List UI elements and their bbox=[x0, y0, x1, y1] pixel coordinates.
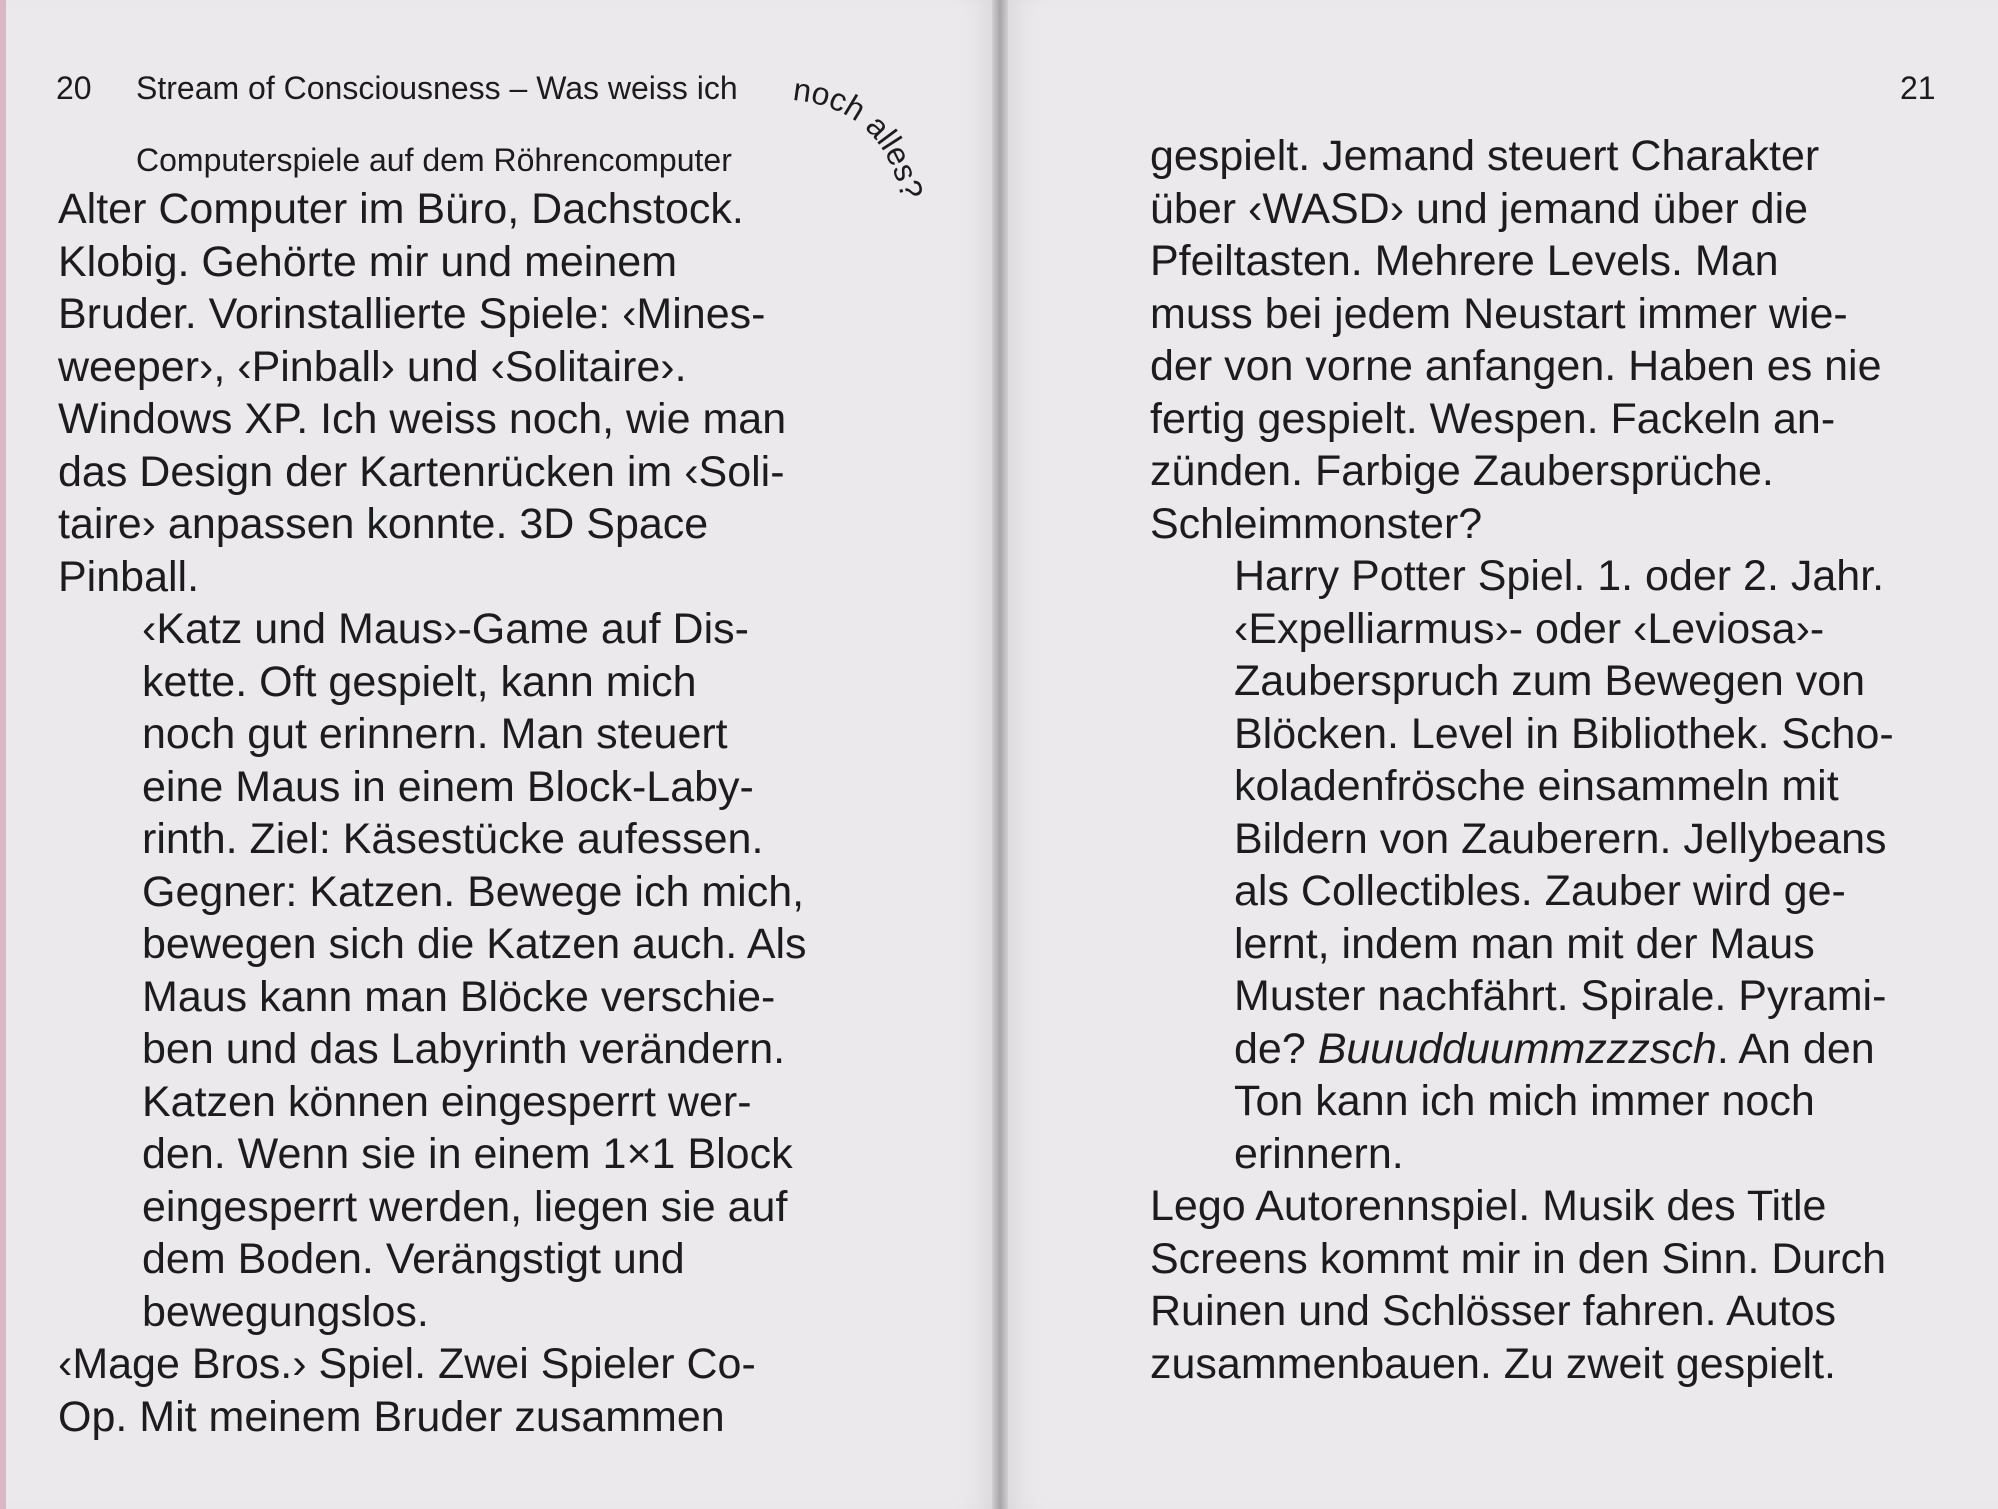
right-paragraph-2 bbox=[1150, 550, 1950, 1180]
text-line: Schleimmonster? bbox=[1150, 499, 1483, 548]
text-line: Ruinen und Schlösser fahren. Autos bbox=[1150, 1287, 1837, 1335]
text-line: Pfeiltasten. Mehrere Levels. Man bbox=[1150, 237, 1779, 285]
text-line: gespielt. Jemand steuert Charakter bbox=[1150, 132, 1820, 180]
text-line: Ton kann ich mich immer noch bbox=[1234, 1077, 1815, 1125]
text-line: eingesperrt werden, liegen sie auf bbox=[142, 1182, 788, 1231]
right-paragraph-3 bbox=[1150, 1180, 1950, 1390]
text-line: das Design der Kartenrücken im ‹Soli- bbox=[58, 447, 785, 496]
text-line: dem Boden. Verängstigt und bbox=[142, 1235, 685, 1283]
text-line: fertig gespielt. Wespen. Fackeln an- bbox=[1150, 394, 1836, 443]
text-line: Maus kann man Blöcke verschie- bbox=[142, 972, 776, 1021]
running-title: Stream of Consciousness – Was weiss ich bbox=[136, 70, 738, 106]
text-line: zusammenbauen. Zu zweit gespielt. bbox=[1150, 1339, 1836, 1388]
text-line: den. Wenn sie in einem 1×1 Block bbox=[142, 1130, 793, 1178]
text-line: ‹Expelliarmus›- oder ‹Leviosa›- bbox=[1234, 604, 1825, 653]
left-paragraph-3 bbox=[58, 1338, 858, 1443]
text-line: Katzen können eingesperrt wer- bbox=[142, 1077, 752, 1126]
text-line: Muster nachfährt. Spirale. Pyrami- bbox=[1234, 972, 1887, 1020]
text-line: taire› anpassen konnte. 3D Space bbox=[58, 500, 709, 548]
text-line: Bruder. Vorinstallierte Spiele: ‹Mines- bbox=[58, 290, 766, 338]
italic-onomatopoeia: Buuudduummzzzsch bbox=[1317, 1024, 1717, 1073]
text-line: eine Maus in einem Block-Laby- bbox=[142, 762, 754, 811]
text-line: Windows XP. Ich weiss noch, wie man bbox=[58, 395, 787, 443]
arc-text: noch alles? bbox=[791, 71, 931, 203]
text-line: als Collectibles. Zauber wird ge- bbox=[1234, 867, 1846, 915]
svg-text:noch alles? bbox=[791, 71, 930, 202]
text-line: Blöcken. Level in Bibliothek. Scho- bbox=[1234, 709, 1894, 758]
text-segment: . An den bbox=[1716, 1024, 1875, 1073]
left-paragraph-2 bbox=[58, 603, 858, 1338]
text-line: Zauberspruch zum Bewegen von bbox=[1234, 657, 1866, 705]
text-line: erinnern. bbox=[1234, 1129, 1404, 1178]
page-number-left: 20 bbox=[56, 70, 92, 106]
text-line: kette. Oft gespielt, kann mich bbox=[142, 657, 697, 706]
text-line: über ‹WASD› und jemand über die bbox=[1150, 184, 1809, 233]
text-line: Klobig. Gehörte mir und meinem bbox=[58, 237, 678, 286]
right-body-text bbox=[1150, 130, 1950, 1390]
text-line: bewegungslos. bbox=[142, 1287, 429, 1336]
curved-title-text bbox=[786, 70, 936, 260]
text-line: Pinball. bbox=[58, 552, 200, 601]
page-number-right: 21 bbox=[1900, 70, 1936, 106]
text-line: zünden. Farbige Zaubersprüche. bbox=[1150, 447, 1774, 495]
text-line: der von vorne anfangen. Haben es nie bbox=[1150, 342, 1882, 390]
text-line-with-italic bbox=[1234, 1023, 1950, 1076]
section-subheading: Computerspiele auf dem Röhrencomputer bbox=[136, 142, 732, 178]
text-line: muss bei jedem Neustart immer wie- bbox=[1150, 289, 1848, 338]
text-line: bewegen sich die Katzen auch. Als bbox=[142, 920, 807, 968]
text-line: ben und das Labyrinth verändern. bbox=[142, 1025, 786, 1073]
text-line: Op. Mit meinem Bruder zusammen bbox=[58, 1392, 725, 1441]
text-segment: de? bbox=[1234, 1024, 1318, 1073]
right-paragraph-1 bbox=[1150, 130, 1950, 550]
left-paragraph-1 bbox=[58, 183, 858, 603]
text-line: ‹Katz und Maus›-Game auf Dis- bbox=[142, 605, 749, 653]
text-line: noch gut erinnern. Man steuert bbox=[142, 710, 728, 758]
text-line: rinth. Ziel: Käsestücke aufessen. bbox=[142, 815, 764, 863]
text-line: Gegner: Katzen. Bewege ich mich, bbox=[142, 867, 805, 916]
text-line: Harry Potter Spiel. 1. oder 2. Jahr. bbox=[1234, 552, 1885, 600]
text-line: lernt, indem man mit der Maus bbox=[1234, 919, 1815, 968]
text-line: Alter Computer im Büro, Dachstock. bbox=[58, 185, 744, 233]
text-line: weeper›, ‹Pinball› und ‹Solitaire›. bbox=[58, 342, 687, 391]
book-gutter bbox=[992, 0, 1008, 1509]
text-line: koladenfrösche einsammeln mit bbox=[1234, 762, 1839, 810]
left-body-text bbox=[58, 183, 858, 1443]
text-line: Lego Autorennspiel. Musik des Title bbox=[1150, 1182, 1827, 1230]
text-line: ‹Mage Bros.› Spiel. Zwei Spieler Co- bbox=[58, 1340, 756, 1388]
text-line: Screens kommt mir in den Sinn. Durch bbox=[1150, 1234, 1887, 1283]
text-line: Bildern von Zauberern. Jellybeans bbox=[1234, 814, 1887, 863]
